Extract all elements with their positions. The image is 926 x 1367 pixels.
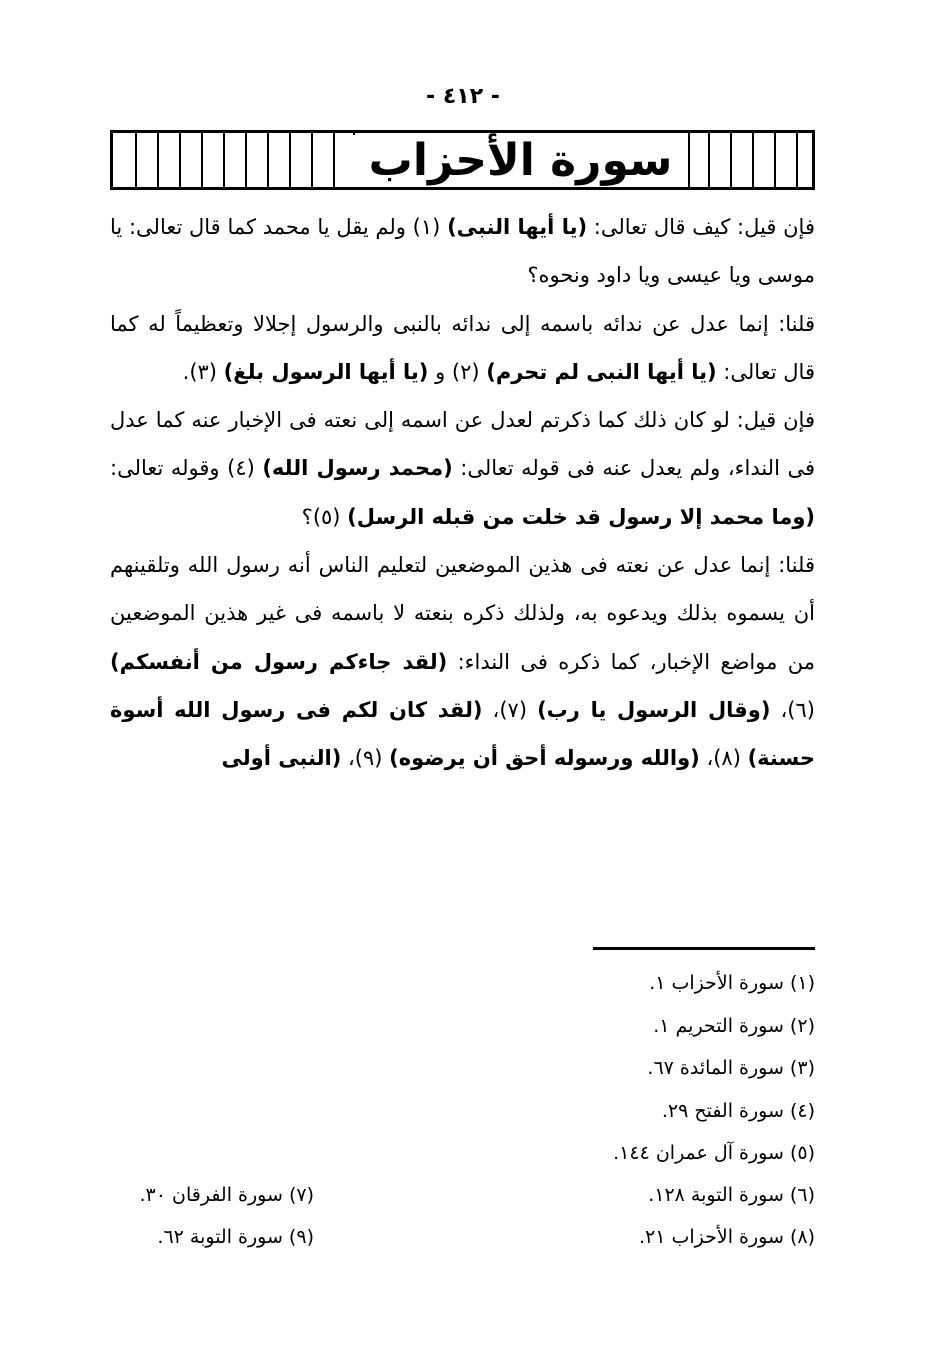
text-run: فإن قيل: كيف قال تعالى: — [587, 215, 815, 239]
quran-quote: (يا أيها الرسول بلغ) — [223, 359, 429, 384]
quran-quote: (وما محمد إلا رسول قد خلت من قبله الرسل) — [347, 504, 815, 529]
text-run: (٢) و — [428, 359, 487, 384]
text-run: فإن قيل: لو كان ذلك كما ذكرتم لعدل عن اسمه إلى نعته فى الإخبار عنه كما عدل فى النداء، ولم يعدل عنه فى قوله تعالى: — [110, 408, 815, 481]
quran-quote: (لقد جاءكم رسول من أنفسكم) — [110, 649, 448, 674]
text-run: (٣). — [182, 359, 224, 384]
footnote-6: (٦) سورة التوبة ١٢٨. — [648, 1184, 815, 1206]
text-run: (٦)، — [770, 697, 815, 722]
footnote-5: (٥) سورة آل عمران ١٤٤. — [613, 1142, 815, 1164]
footnote-4: (٤) سورة الفتح ٢٩. — [661, 1100, 815, 1122]
text-run: (٤) وقوله تعالى: — [110, 456, 263, 481]
surah-title: سورة الأحزاب — [353, 135, 688, 187]
quran-quote: (يا أيها النبى) — [447, 215, 588, 239]
footnote-2: (٢) سورة التحريم ١. — [653, 1015, 815, 1037]
text-run: (٨)، — [699, 746, 748, 771]
footnote-7: (٧) سورة الفرقان ٣٠. — [139, 1184, 314, 1206]
page-number: - ٤١٢ - — [426, 84, 500, 109]
quran-quote: (لقد كان لكم فى رسول الله أسوة حسنة) — [110, 697, 815, 771]
text-run: (٩)، — [341, 746, 390, 771]
quran-quote: (محمد رسول الله) — [262, 456, 453, 481]
text-run: (٧)، — [482, 697, 538, 722]
footnote-3: (٣) سورة المائدة ٦٧. — [647, 1057, 815, 1079]
text-run: قلنا: إنما عدل عن ندائه باسمه إلى ندائه بالنبى والرسول إجلالا وتعظيماً له كما قال تعالى: — [110, 311, 815, 384]
footnote-9: (٩) سورة التوبة ٦٢. — [157, 1226, 314, 1248]
footnote-1: (١) سورة الأحزاب ١. — [649, 972, 815, 994]
quran-quote: (النبى أولى — [221, 746, 342, 771]
text-run: قلنا: إنما عدل عن نعته فى هذين الموضعين لتعليم الناس أنه رسول الله وتلقينهم أن يسموه بذلك ويدعوه به، ولذلك ذكره بنعته لا باسمه فى غير هذين الموضعين من مواضع الإخبار، كما ذكره فى النداء: — [110, 553, 816, 674]
quran-quote: (والله ورسوله أحق أن يرضوه) — [389, 746, 700, 771]
text-run: (١) ولم يقل يا محمد كما قال تعالى: يا موسى ويا عيسى ويا داود ونحوه؟ — [110, 215, 815, 288]
footnote-8: (٨) سورة الأحزاب ٢١. — [638, 1226, 815, 1248]
quran-quote: (يا أيها النبى لم تحرم) — [486, 359, 717, 384]
text-run: (٥)؟ — [301, 504, 348, 529]
quran-quote: (وقال الرسول يا رب) — [537, 697, 771, 722]
